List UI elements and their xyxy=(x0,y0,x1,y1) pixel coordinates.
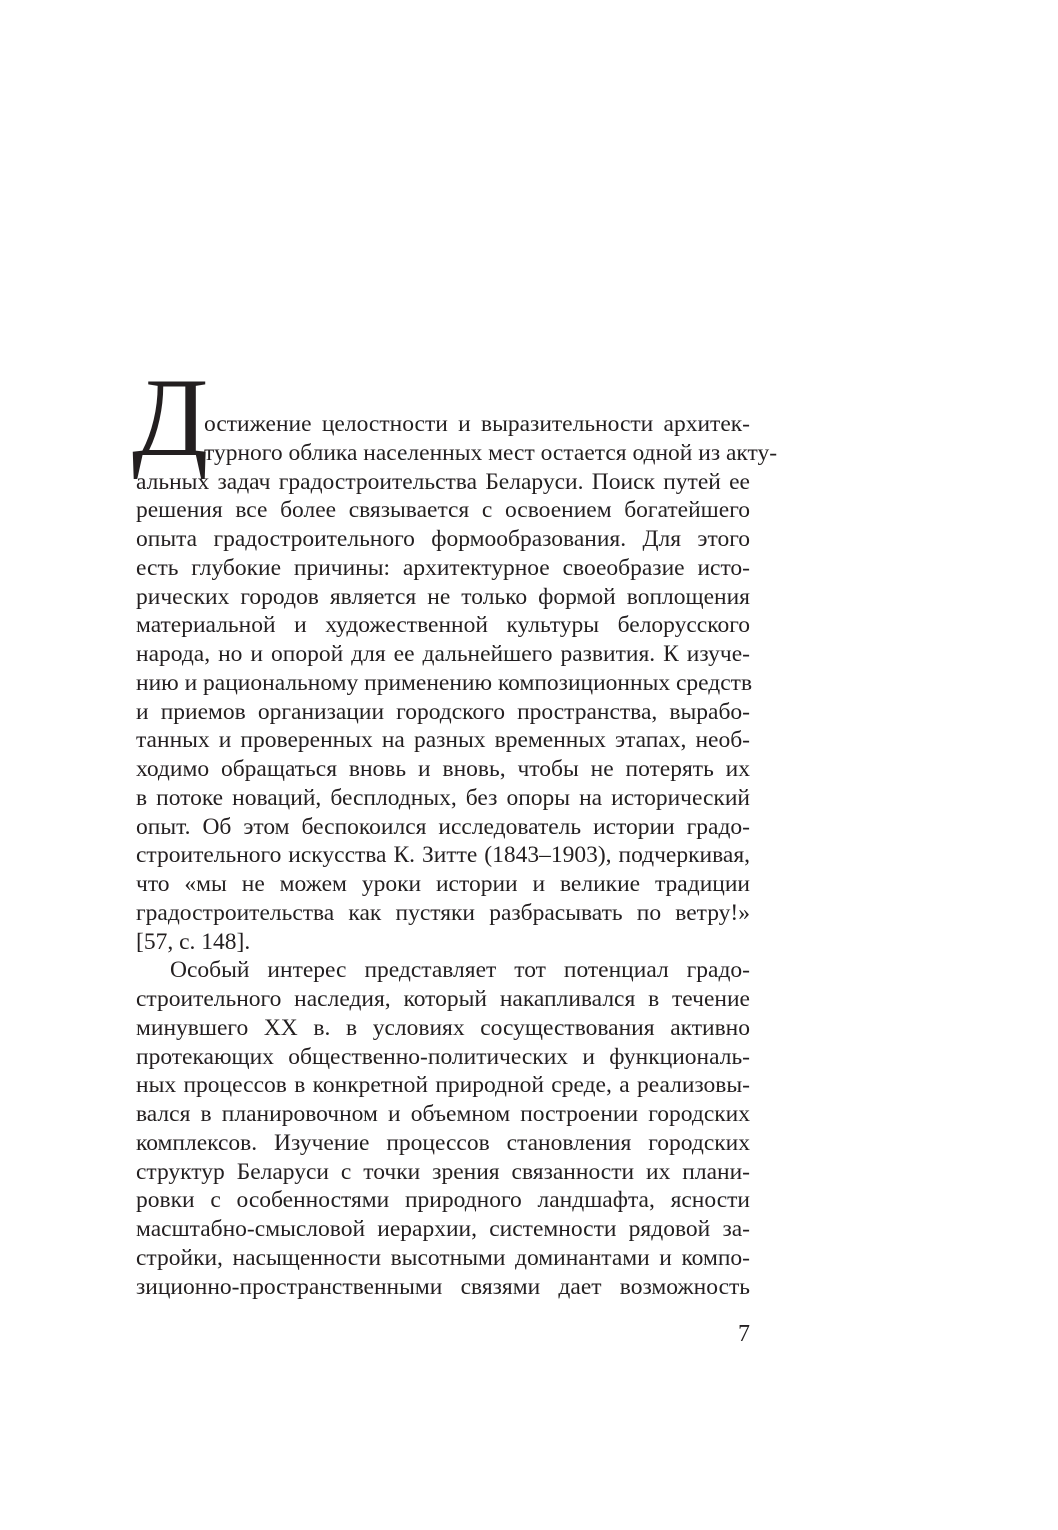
drop-cap: Д xyxy=(132,356,209,480)
body-text xyxy=(132,356,778,1301)
paragraph-1 xyxy=(132,356,778,956)
paragraph-2-line-12: зиционно-пространственными связями дает возможность xyxy=(136,1273,750,1300)
paragraph-2-line-3: минувшего XX в. в условиях сосуществования активно xyxy=(136,1014,750,1041)
paragraph-1-line-7: рических городов является не только формой воплощения xyxy=(136,583,750,610)
paragraph-1-line-9: народа, но и опорой для ее дальнейшего развития. К изуче- xyxy=(136,641,750,667)
paragraph-1-line-2: турного облика населенных мест остается одной из акту- xyxy=(204,439,778,466)
paragraph-2-line-5: ных процессов в конкретной природной среде, а реализовы- xyxy=(136,1072,750,1099)
paragraph-2-line-10: масштабно-смысловой иерархии, системности рядовой за- xyxy=(136,1216,750,1242)
paragraph-1-line-16: строительного искусства К. Зитте (1843–1903), подчеркивая, xyxy=(136,842,750,869)
page-number: 7 xyxy=(738,1321,750,1347)
paragraph-2-line-1: Особый интерес представляет тот потенциал градо- xyxy=(170,957,750,984)
paragraph-2 xyxy=(136,956,750,1301)
paragraph-1-line-11: и приемов организации городского пространства, вырабо- xyxy=(136,698,750,725)
paragraph-1-line-19: [57, с. 148]. xyxy=(136,928,251,955)
paragraph-1-line-4: решения все более связывается с освоением богатейшего xyxy=(136,497,750,524)
paragraph-1-line-8: материальной и художественной культуры белорусского xyxy=(136,612,750,639)
paragraph-2-line-4: протекающих общественно-политических и функциональ- xyxy=(136,1043,750,1070)
paragraph-1-line-5: опыта градостроительного формообразования. Для этого xyxy=(136,526,750,552)
paragraph-1-line-15: опыт. Об этом беспокоился исследователь истории градо- xyxy=(136,813,750,840)
paragraph-2-line-7: комплексов. Изучение процессов становления городских xyxy=(136,1129,750,1156)
paragraph-2-line-11: стройки, насыщенности высотными доминантами и компо- xyxy=(136,1244,750,1271)
paragraph-1-line-3: альных задач градостроительства Беларуси. Поиск путей ее xyxy=(136,468,750,495)
paragraph-1-line-12: танных и проверенных на разных временных этапах, необ- xyxy=(136,727,750,754)
paragraph-1-line-6: есть глубокие причины: архитектурное своеобразие исто- xyxy=(136,554,750,581)
paragraph-2-line-9: ровки с особенностями природного ландшафта, ясности xyxy=(136,1187,750,1214)
paragraph-1-line-18: градостроительства как пустяки разбрасывать по ветру!» xyxy=(136,899,750,926)
paragraph-1-line-13: ходимо обращаться вновь и вновь, чтобы не потерять их xyxy=(136,756,750,782)
paragraph-1-line-10: нию и рациональному применению композиционных средств xyxy=(136,669,753,696)
paragraph-2-line-2: строительного наследия, который накапливался в течение xyxy=(136,986,750,1012)
paragraph-1-line-17: что «мы не можем уроки истории и великие традиции xyxy=(136,871,750,897)
paragraph-1-line-14: в потоке новаций, бесплодных, без опоры на исторический xyxy=(136,784,750,811)
paragraph-1-line-1-text: остижение целостности и выразительности архитек- xyxy=(204,411,750,437)
paragraph-2-line-8: структур Беларуси с точки зрения связанности их плани- xyxy=(136,1158,750,1185)
paragraph-2-line-6: вался в планировочном и объемном построении городских xyxy=(136,1101,750,1127)
